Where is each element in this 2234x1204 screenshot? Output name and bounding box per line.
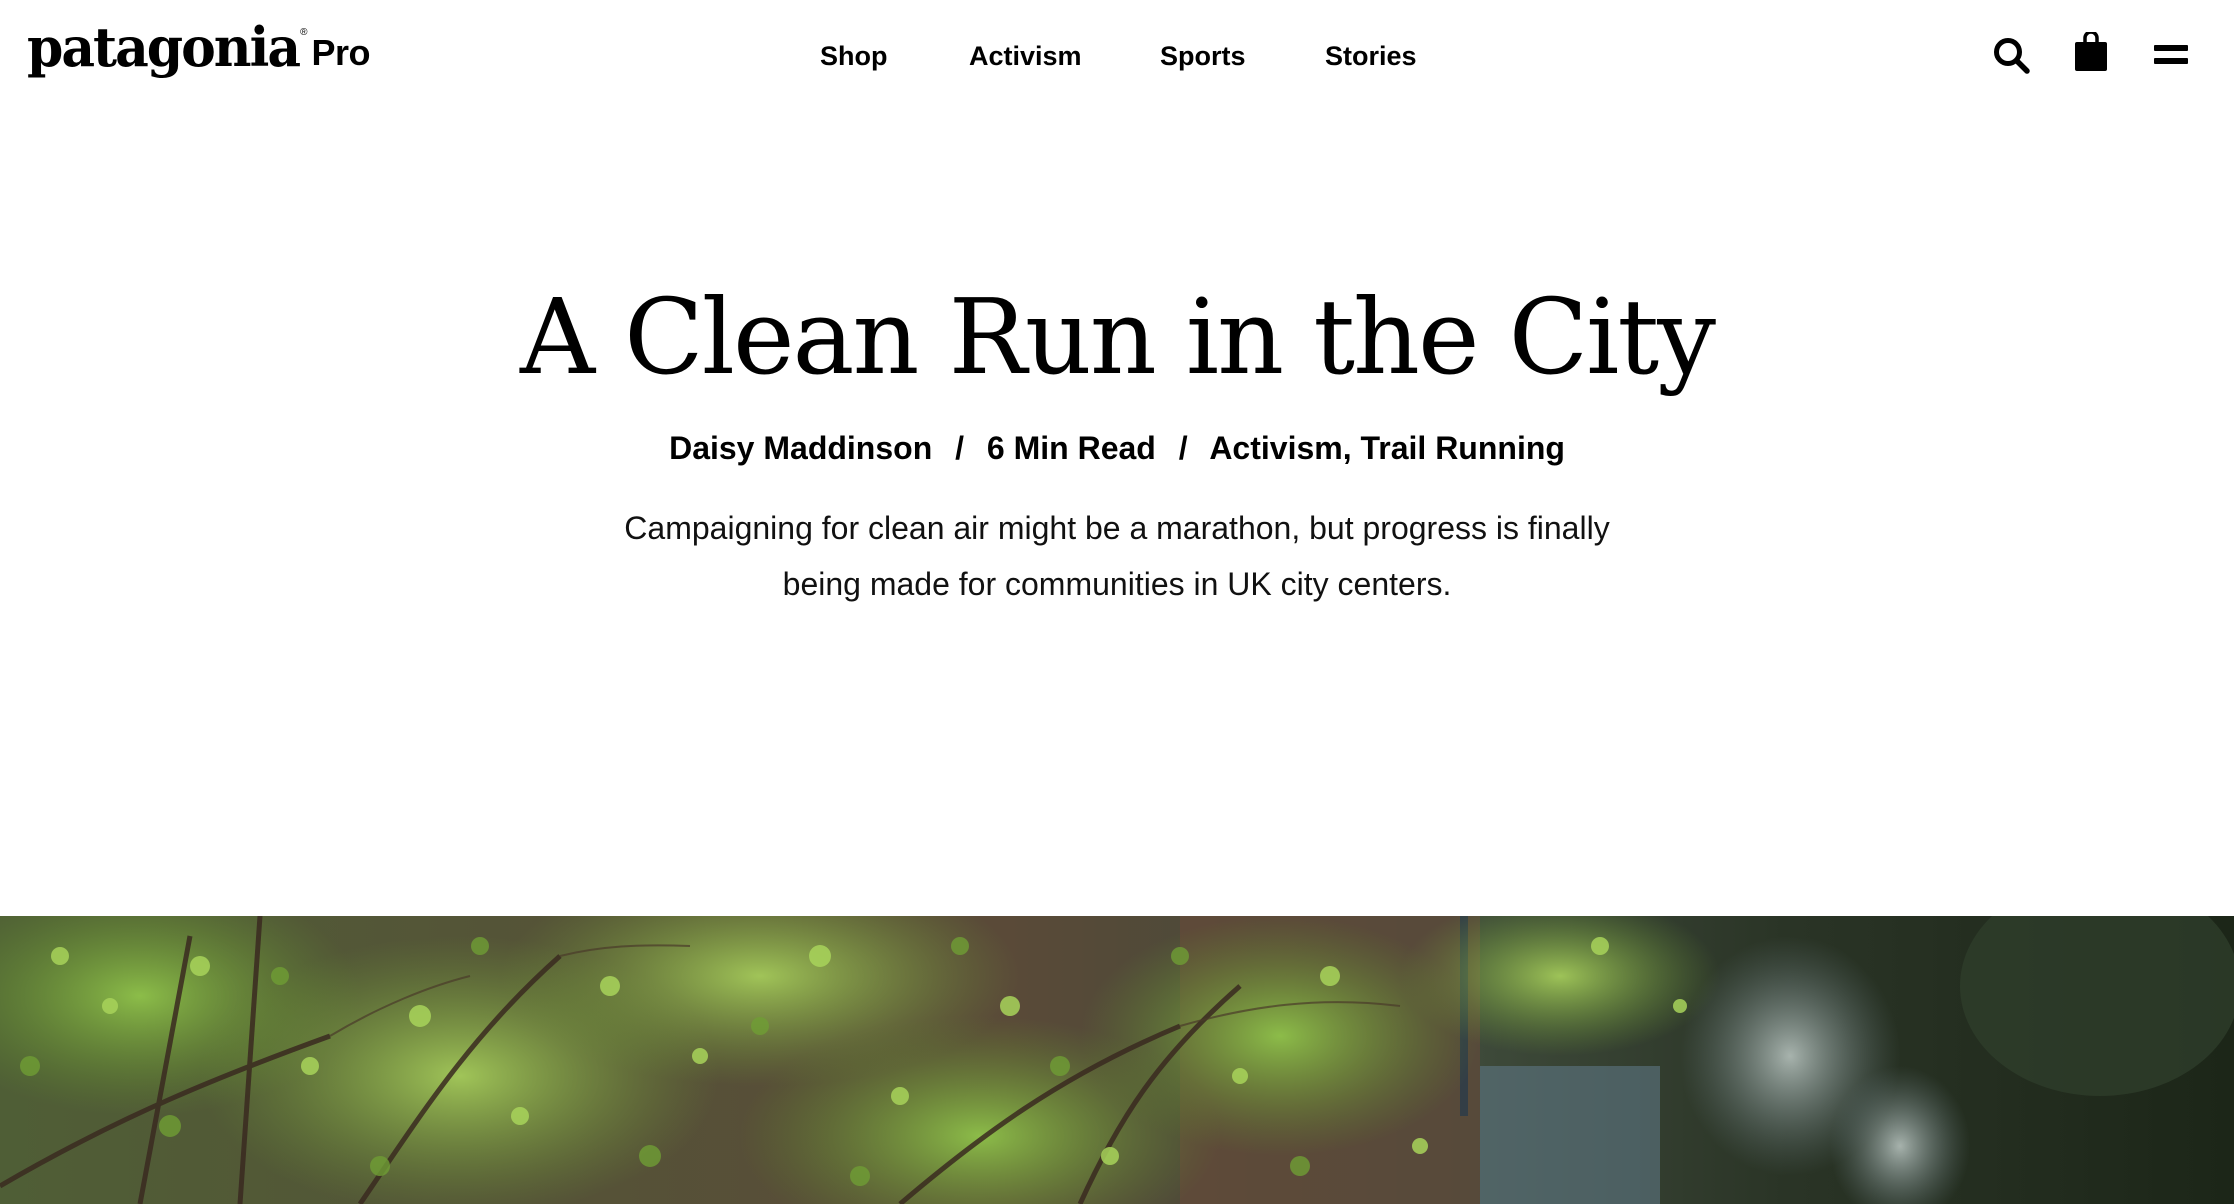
article-read-time: 6 Min Read [986,430,1156,466]
article-dek-line-2: being made for communities in UK city centers. [782,566,1452,602]
menu-icon[interactable] [2154,44,2188,66]
article-dek-line-1: Campaigning for clean air might be a marathon, but progress is finally [624,510,1610,546]
meta-separator: / [1178,430,1188,466]
main-nav [0,36,2234,76]
logo-suffix: Pro [311,32,370,73]
article-author[interactable]: Daisy Maddinson [669,430,933,466]
nav-item-sports[interactable]: Sports [1160,41,1246,71]
logo-registered-mark: ® [300,27,308,38]
search-icon[interactable] [1992,36,2030,74]
article-dek [580,500,1654,612]
hero-photo-foliage [0,916,2234,1204]
shopping-bag-icon[interactable] [2074,32,2108,72]
article-title: A Clean Run in the City [520,276,1714,398]
hero-photo [0,916,2234,1204]
article-categories[interactable]: Activism, Trail Running [1209,430,1565,466]
meta-separator: / [955,430,965,466]
site-header [0,0,2234,112]
article-meta [0,424,2234,472]
nav-item-activism[interactable]: Activism [969,41,1082,71]
nav-item-shop[interactable]: Shop [820,41,888,71]
logo-wordmark: patagonia [27,15,300,80]
nav-item-stories[interactable]: Stories [1325,41,1417,71]
